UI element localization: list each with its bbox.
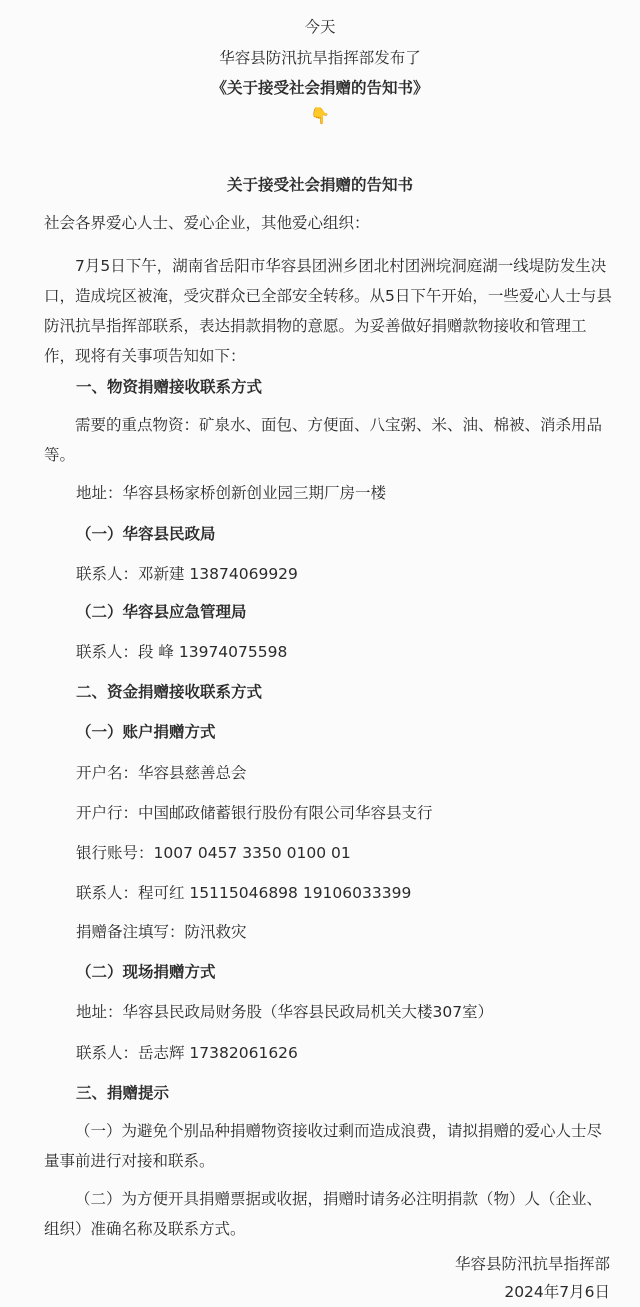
account-number: 银行账号：1007 0457 3350 0100 01: [76, 844, 351, 862]
pointing-down-icon: 👇: [310, 106, 330, 125]
needed-supplies: 需要的重点物资：矿泉水、面包、方便面、八宝粥、米、油、棉被、消杀用品等。: [44, 416, 603, 464]
date: 2024年7月6日: [504, 1283, 610, 1301]
section2-sub1-heading: （一）账户捐赠方式: [76, 723, 216, 741]
bank-name: 开户行：中国邮政储蓄银行股份有限公司华容县支行: [76, 804, 433, 822]
onsite-address: 地址：华容县民政局财务股（华容县民政局机关大楼307室）: [76, 1003, 494, 1021]
account-contact: 联系人：程可红 15115046898 19106033399: [76, 884, 412, 902]
account-name: 开户名：华容县慈善总会: [76, 764, 247, 782]
tip-2: （二）为方便开具捐赠票据或收据，捐赠时请务必注明捐款（物）人（企业、组织）准确名称及联系方式。: [44, 1190, 603, 1238]
section1-sub1-contact: 联系人：邓新建 13874069929: [76, 565, 298, 583]
header-publisher: 华容县防汛抗旱指挥部发布了: [219, 49, 421, 67]
section1-sub2-contact: 联系人：段 峰 13974075598: [76, 643, 288, 661]
section3-heading: 三、捐赠提示: [76, 1084, 170, 1102]
header-doc-title: 《关于接受社会捐赠的告知书》: [211, 79, 429, 97]
onsite-contact: 联系人：岳志辉 17382061626: [76, 1044, 298, 1062]
header-today: 今天: [304, 18, 336, 36]
donation-remark: 捐赠备注填写：防汛救灾: [76, 923, 247, 941]
intro-paragraph: 7月5日下午，湖南省岳阳市华容县团洲乡团北村团洲垸洞庭湖一线堤防发生决口，造成垸区被淹，受灾群众已全部安全转移。从5日下午开始，一些爱心人士与县防汛抗旱指挥部联系，表达捐款捐物的意愿。为妥善做好捐赠款物接收和管理工作，现将有关事项告知如下：: [44, 257, 612, 365]
page-title: 关于接受社会捐赠的告知书: [226, 176, 413, 194]
tip-1: （一）为避免个别品种捐赠物资接收过剩而造成浪费，请拟捐赠的爱心人士尽量事前进行对接和联系。: [44, 1122, 603, 1170]
section1-sub2-heading: （二）华容县应急管理局: [76, 603, 247, 621]
section2-sub2-heading: （二）现场捐赠方式: [76, 963, 216, 981]
section2-heading: 二、资金捐赠接收联系方式: [76, 683, 263, 701]
signature: 华容县防汛抗旱指挥部: [454, 1255, 610, 1273]
salutation: 社会各界爱心人士、爱心企业，其他爱心组织：: [44, 214, 370, 232]
section1-sub1-heading: （一）华容县民政局: [76, 525, 216, 543]
supplies-address: 地址：华容县杨家桥创新创业园三期厂房一楼: [76, 484, 387, 502]
section1-heading: 一、物资捐赠接收联系方式: [76, 378, 263, 396]
